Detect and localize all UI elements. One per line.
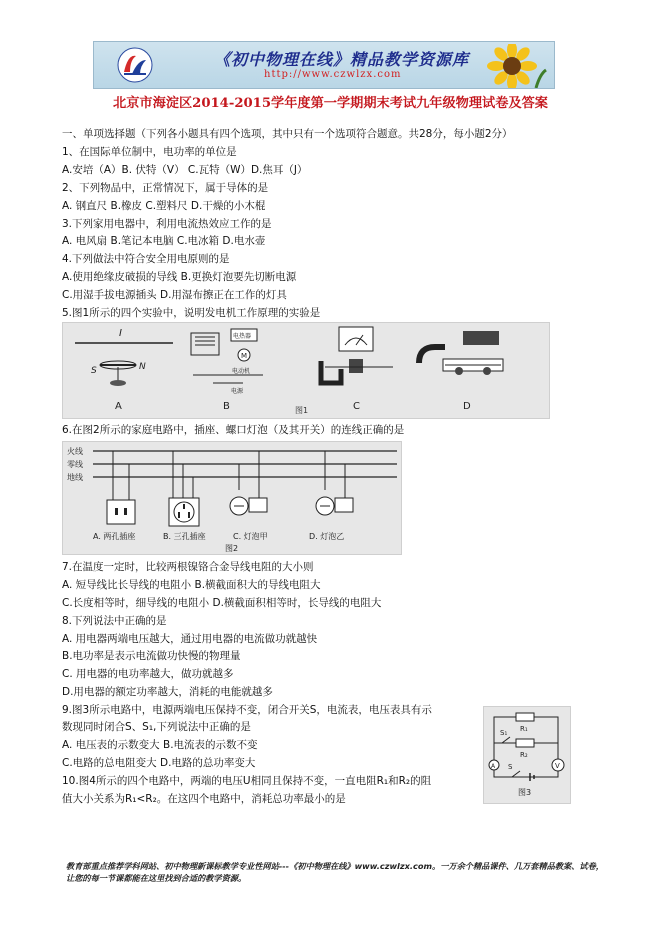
figure-3-ammeter: A xyxy=(491,763,496,770)
figure-2-item-a: A. 两孔插座 xyxy=(93,532,136,541)
question-8-option-a: A. 用电器两端电压越大，通过用电器的电流做功就越快 xyxy=(62,633,318,645)
question-9-options-ab: A. 电压表的示数变大 B.电流表的示数不变 xyxy=(62,739,258,751)
question-9-continued: 数现同时闭合S、S₁,下列说法中正确的是 xyxy=(62,721,251,733)
figure-1-caption: 图1 xyxy=(295,406,309,415)
label-heater: 电热器 xyxy=(233,333,252,340)
figure-3-caption: 图3 xyxy=(518,788,532,797)
label-n: N xyxy=(139,362,146,372)
question-6: 6.在图2所示的家庭电路中，插座、螺口灯泡（及其开关）的连线正确的是 xyxy=(62,424,405,436)
footer-note: 教育部重点推荐学科网站、初中物理新课标教学专业性网站---《初中物理在线》www.czwlzx.com。一万余个精品课件、几万套精品教案、试卷，让您的每一节课都能在这里找到合适的教学资源。 xyxy=(66,861,604,883)
figure-2-item-c: C. 灯泡甲 xyxy=(233,532,268,541)
figure-3-r2: R₂ xyxy=(520,751,528,759)
figure-3 xyxy=(483,706,571,804)
figure-3-s1: S₁ xyxy=(500,729,508,737)
question-2: 2、下列物品中，正常情况下，属于导体的是 xyxy=(62,182,269,194)
banner-title: 《初中物理在线》精品教学资源库 xyxy=(214,50,470,69)
question-8-option-c: C. 用电器的电功率越大，做功就越多 xyxy=(62,668,234,680)
question-1: 1、在国际单位制中，电功率的单位是 xyxy=(62,146,237,158)
figure-1-c-experiment xyxy=(321,327,393,412)
figure-1-label-a: A xyxy=(115,401,122,412)
figure-3-s: S xyxy=(508,763,513,771)
figure-1-label-c: C xyxy=(353,401,360,412)
figure-2-item-b: B. 三孔插座 xyxy=(163,532,206,541)
label-power: 电源 xyxy=(231,388,244,395)
wire-ground: 地线 xyxy=(67,473,83,482)
question-4-options-ab: A.使用绝缘皮破损的导线 B.更换灯泡要先切断电源 xyxy=(62,271,297,283)
question-1-options: A.安培（A）B. 伏特（V） C.瓦特（W）D.焦耳（J） xyxy=(62,164,308,176)
figure-2 xyxy=(62,441,402,555)
question-4: 4.下列做法中符合安全用电原则的是 xyxy=(62,253,230,265)
figure-2-item-d: D. 灯泡乙 xyxy=(309,532,345,541)
label-motor: 电动机 xyxy=(232,368,251,375)
figure-1-a-experiment xyxy=(75,328,173,412)
label-s: S xyxy=(91,366,97,376)
figure-1-d-experiment xyxy=(419,331,503,412)
document-title: 北京市海淀区2014-2015学年度第一学期期末考试九年级物理试卷及答案 xyxy=(113,96,548,111)
question-7: 7.在温度一定时，比较两根镍铬合金导线电阻的大小则 xyxy=(62,561,314,573)
figure-3-r1: R₁ xyxy=(520,725,528,733)
question-10-continued: 值大小关系为R₁<R₂。在这四个电路中，消耗总功率最小的是 xyxy=(62,793,346,805)
question-4-options-cd: C.用湿手拔电源插头 D.用湿布擦正在工作的灯具 xyxy=(62,289,287,301)
site-logo xyxy=(116,46,154,84)
question-3-options: A. 电风扇 B.笔记本电脑 C.电冰箱 D.电水壶 xyxy=(62,235,266,247)
question-5: 5.图1所示的四个实验中，说明发电机工作原理的实验是 xyxy=(62,307,321,319)
question-10: 10.图4所示的四个电路中，两端的电压U相同且保持不变，一直电阻R₁和R₂的阻 xyxy=(62,775,432,787)
question-9-options-cd: C.电路的总电阻变大 D.电路的总功率变大 xyxy=(62,757,256,769)
label-motor-m: M xyxy=(241,352,248,360)
figure-1 xyxy=(62,322,550,419)
question-8-option-d: D.用电器的额定功率越大，消耗的电能就越多 xyxy=(62,686,273,698)
wire-neutral: 零线 xyxy=(67,460,83,469)
figure-1-b-experiment xyxy=(191,329,263,412)
question-8: 8.下列说法中正确的是 xyxy=(62,615,167,627)
question-7-options-ab: A. 短导线比长导线的电阻小 B.横截面积大的导线电阻大 xyxy=(62,579,321,591)
header-banner xyxy=(93,41,555,89)
question-8-option-b: B.电功率是表示电流做功快慢的物理量 xyxy=(62,650,241,662)
question-3: 3.下列家用电器中，利用电流热效应工作的是 xyxy=(62,218,272,230)
question-7-options-cd: C.长度相等时，细导线的电阻小 D.横截面积相等时，长导线的电阻大 xyxy=(62,597,382,609)
section-heading: 一、单项选择题（下列各小题具有四个选项，其中只有一个选项符合题意。共28分，每小题2分） xyxy=(62,128,513,140)
wire-live: 火线 xyxy=(67,447,83,456)
figure-2-caption: 图2 xyxy=(225,544,239,553)
question-2-options: A. 钢直尺 B.橡皮 C.塑料尺 D.干燥的小木棍 xyxy=(62,200,266,212)
question-9: 9.图3所示电路中，电源两端电压保持不变，闭合开关S，电流表，电压表具有示 xyxy=(62,704,432,716)
sunflower-icon xyxy=(476,44,548,88)
figure-1-label-b: B xyxy=(223,401,230,412)
figure-1-label-d: D xyxy=(463,401,471,412)
banner-url[interactable]: http://www.czwlzx.com xyxy=(264,69,402,80)
label-current: I xyxy=(119,328,122,339)
figure-3-voltmeter: V xyxy=(555,762,560,770)
